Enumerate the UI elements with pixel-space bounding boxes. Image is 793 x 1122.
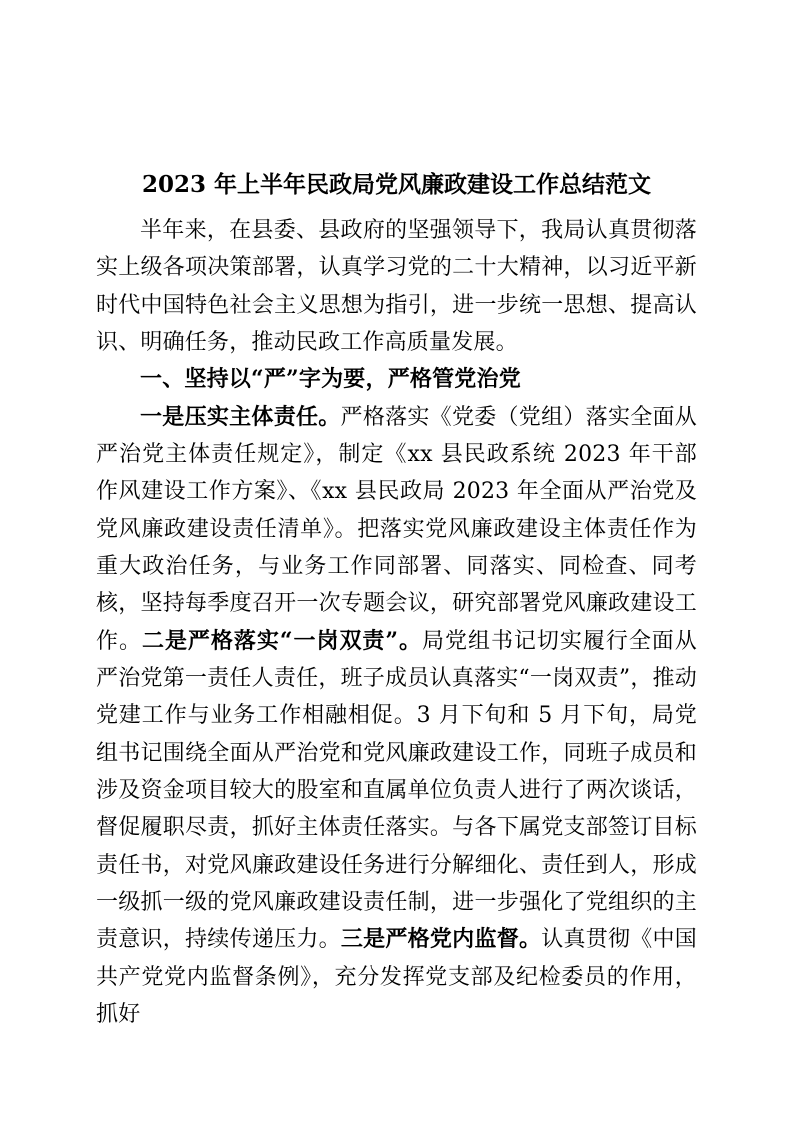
paragraph [96, 399, 697, 1034]
document-title: 2023 年上半年民政局党风廉政建设工作总结范文 [141, 171, 652, 198]
bold-text-run: 一、坚持以“严”字为要，严格管党治党 [140, 366, 521, 393]
text-run: 半年来，在县委、县政府的坚强领导下，我局认真贯彻落实上级各项决策部署，认真学习党的二十大精神，以习近平新时代中国特色社会主义思想为指引，进一步统一思想、提高认识、明确任务，推动民政工作高质量发展。 [96, 218, 697, 355]
bold-text-run: 三是严格党内监督。 [340, 926, 542, 953]
bold-text-run: 二是严格落实“一岗双责”。 [141, 627, 423, 654]
text-run: 认真贯彻《中国共产党党内监督条例》，充分发挥党支部及纪检委员的作用，抓好 [96, 927, 697, 1027]
section-heading [96, 361, 697, 398]
text-run: 严格落实《党委（党组）落实全面从严治党主体责任规定》，制定《xx 县民政系统 2023 年干部作风建设工作方案》、《xx 县民政局 2023 年全面从严治党及党风廉政建设责任清单》。把落实党风廉政建设主体责任作为重大政治任务，与业务工作同部署、同落实、同检查、同考核，坚持每季度召开一次专题会议，研究部署党风廉政建设工作。 [96, 404, 697, 654]
text-run: 局党组书记切实履行全面从严治党第一责任人责任，班子成员认真落实“一岗双责”，推动党建工作与业务工作相融相促。3 月下旬和 5 月下旬，局党组书记围绕全面从严治党和党风廉政建设工作，同班子成员和涉及资金项目较大的股室和直属单位负责人进行了两次谈话，督促履职尽责，抓好主体责任落实。与各下属党支部签订目标责任书，对党风廉政建设任务进行分解细化、责任到人，形成一级抓一级的党风廉政建设责任制，进一步强化了党组织的主责意识，持续传递压力。 [96, 628, 697, 953]
paragraph [96, 212, 697, 361]
bold-text-run: 一是压实主体责任。 [140, 403, 341, 430]
document-body [96, 212, 697, 1033]
